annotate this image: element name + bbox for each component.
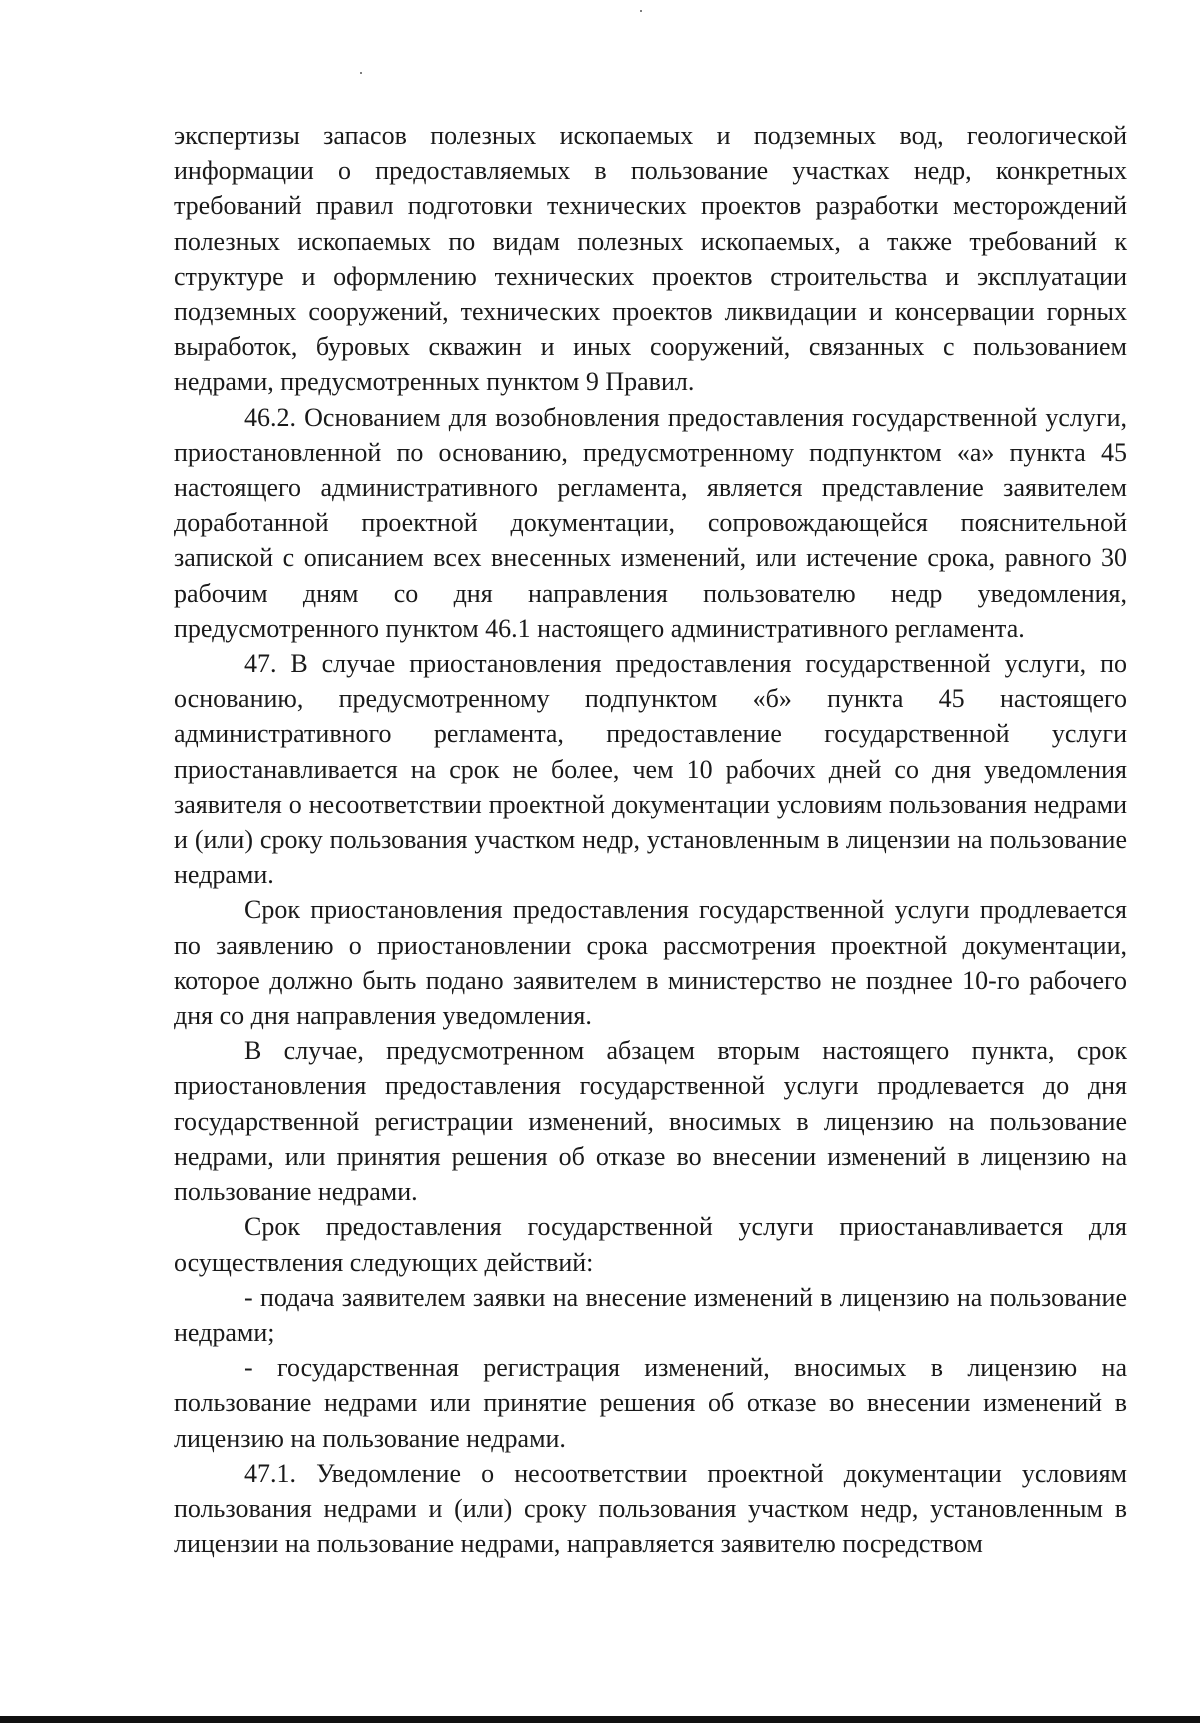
paragraph-continuation: экспертизы запасов полезных ископаемых и подземных вод, геологической информации о предоставляемых в пользование участках недр, конкретных требований правил подготовки технических проектов разработки месторождений полезных ископаемых по видам полезных ископаемых, а также требований к структуре и оформлению технических проектов строительства и эксплуатации подземных сооружений, технических проектов ликвидации и консервации горных выработок, буровых скважин и иных сооружений, связанных с пользованием недрами, предусмотренных пунктом 9 Правил. [174,121,1127,397]
paragraph-suspension-extension: Срок приостановления предоставления государственной услуги продлевается по заявлению о приостановлении срока рассмотрения проектной документации, которое должно быть подано заявителем в министерство не позднее 10-го рабочего дня со дня направления уведомления. [174,895,1127,1031]
list-item-application: - подача заявителем заявки на внесение изменений в лицензию на пользование недрами; [174,1282,1127,1347]
scan-speck [360,72,362,74]
paragraph-47-1: 47.1. Уведомление о несоответствии проектной документации условиям пользования недрами и (или) сроку пользования участком недр, установленным в лицензии на пользование недрами, направляется заявителю посредством [174,1458,1127,1559]
document-body [174,118,1127,1561]
paragraph-suspension-actions: Срок предоставления государственной услуги приостанавливается для осуществления следующих действий: [174,1212,1127,1277]
paragraph-47: 47. В случае приостановления предоставления государственной услуги, по основанию, предусмотренному подпунктом «б» пункта 45 настоящего административного регламента, предоставление государственной услуги приостанавливается на срок не более, чем 10 рабочих дней со дня уведомления заявителя о несоответствии проектной документации условиям пользования недрами и (или) сроку пользования участком недр, установленным в лицензии на пользование недрами. [174,649,1127,890]
scan-speck [640,10,642,12]
paragraph-46-2: 46.2. Основанием для возобновления предоставления государственной услуги, приостановленной по основанию, предусмотренному подпунктом «а» пункта 45 настоящего административного регламента, является представление заявителем доработанной проектной документации, сопровождающейся пояснительной запиской с описанием всех внесенных изменений, или истечение срока, равного 30 рабочим дням со дня направления пользователю недр уведомления, предусмотренного пунктом 46.1 настоящего административного регламента. [174,402,1127,643]
list-item-registration: - государственная регистрация изменений, вносимых в лицензию на пользование недрами или принятие решения об отказе во внесении изменений в лицензию на пользование недрами. [174,1353,1127,1453]
scan-bottom-edge [0,1716,1200,1723]
paragraph-suspension-case: В случае, предусмотренном абзацем вторым настоящего пункта, срок приостановления предоставления государственной услуги продлевается до дня государственной регистрации изменений, вносимых в лицензию на пользование недрами, или принятия решения об отказе во внесении изменений в лицензию на пользование недрами. [174,1036,1127,1207]
